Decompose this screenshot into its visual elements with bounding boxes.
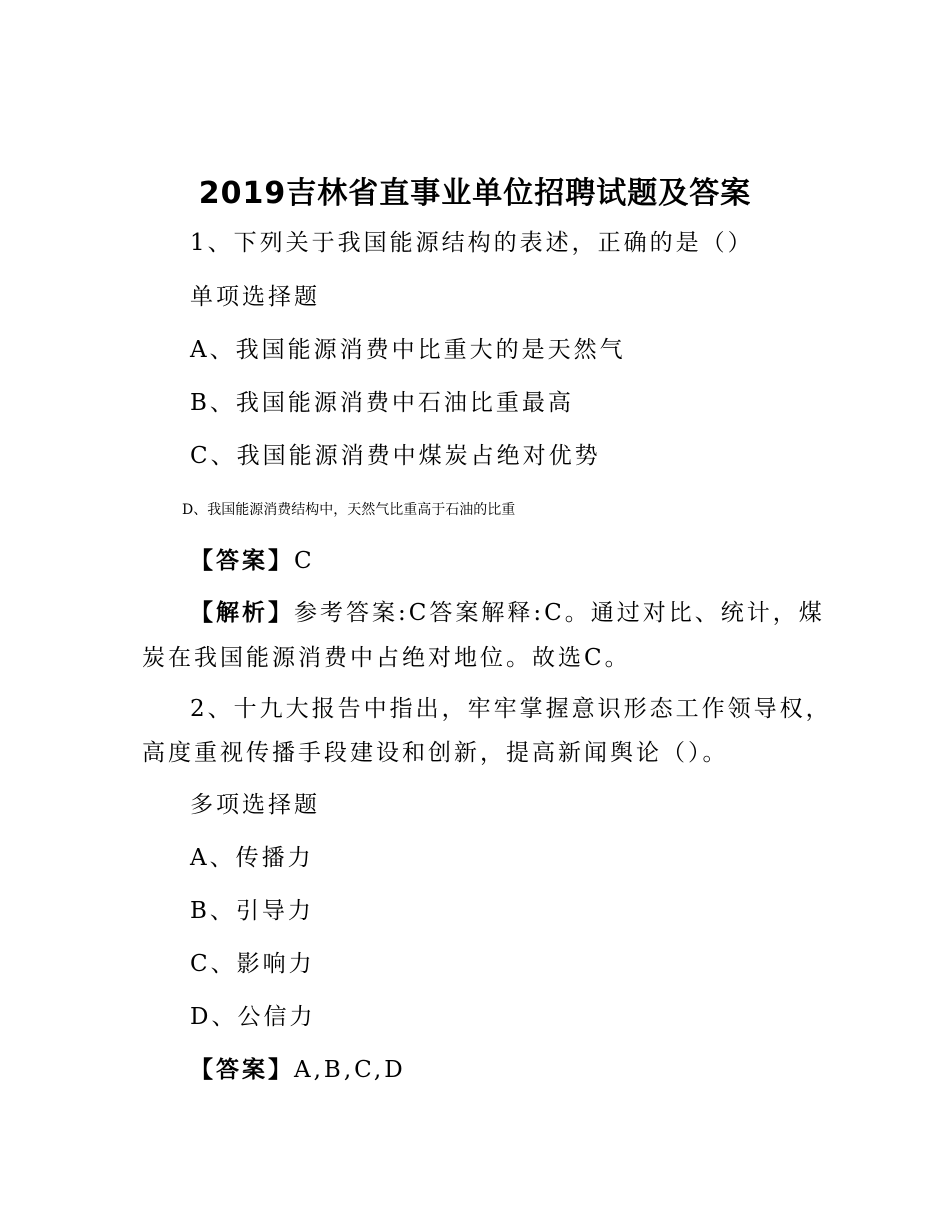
q2-answer-value: A,B,C,D [294, 1057, 406, 1083]
q2-type: 多项选择题 [190, 792, 320, 818]
q2-stem-line2: 高度重视传播手段建设和创新，提高新闻舆论（）。 [142, 740, 729, 766]
q2-option-b: B、引导力 [190, 898, 314, 924]
q1-stem: 1、下列关于我国能源结构的表述，正确的是（） [190, 230, 754, 256]
q1-analysis-label: 【解析】 [190, 599, 294, 626]
q1-answer-label: 【答案】 [190, 547, 294, 574]
q2-option-a: A、传播力 [190, 845, 314, 871]
q1-answer-value: C [294, 548, 315, 574]
q1-option-c: C、我国能源消费中煤炭占绝对优势 [190, 443, 601, 469]
q2-answer-label: 【答案】 [190, 1056, 294, 1083]
q2-option-c: C、影响力 [190, 951, 315, 977]
q1-analysis-line1 [190, 598, 825, 628]
q1-analysis-line2: 炭在我国能源消费中占绝对地位。故选C。 [142, 645, 631, 671]
q1-analysis-text1: 参考答案:C答案解释:C。通过对比、统计，煤 [294, 600, 825, 626]
q2-option-d: D、公信力 [190, 1004, 316, 1030]
q1-option-d: D、我国能源消费结构中，天然气比重高于石油的比重 [182, 502, 516, 518]
q1-option-a: A、我国能源消费中比重大的是天然气 [190, 337, 626, 363]
q2-answer [190, 1055, 406, 1085]
q1-type: 单项选择题 [190, 284, 320, 310]
q1-answer [190, 546, 315, 576]
q2-stem-line1: 2、十九大报告中指出，牢牢掌握意识形态工作领导权， [190, 696, 832, 722]
q1-option-b: B、我国能源消费中石油比重最高 [190, 390, 574, 416]
document-title: 2019吉林省直事业单位招聘试题及答案 [198, 176, 752, 211]
